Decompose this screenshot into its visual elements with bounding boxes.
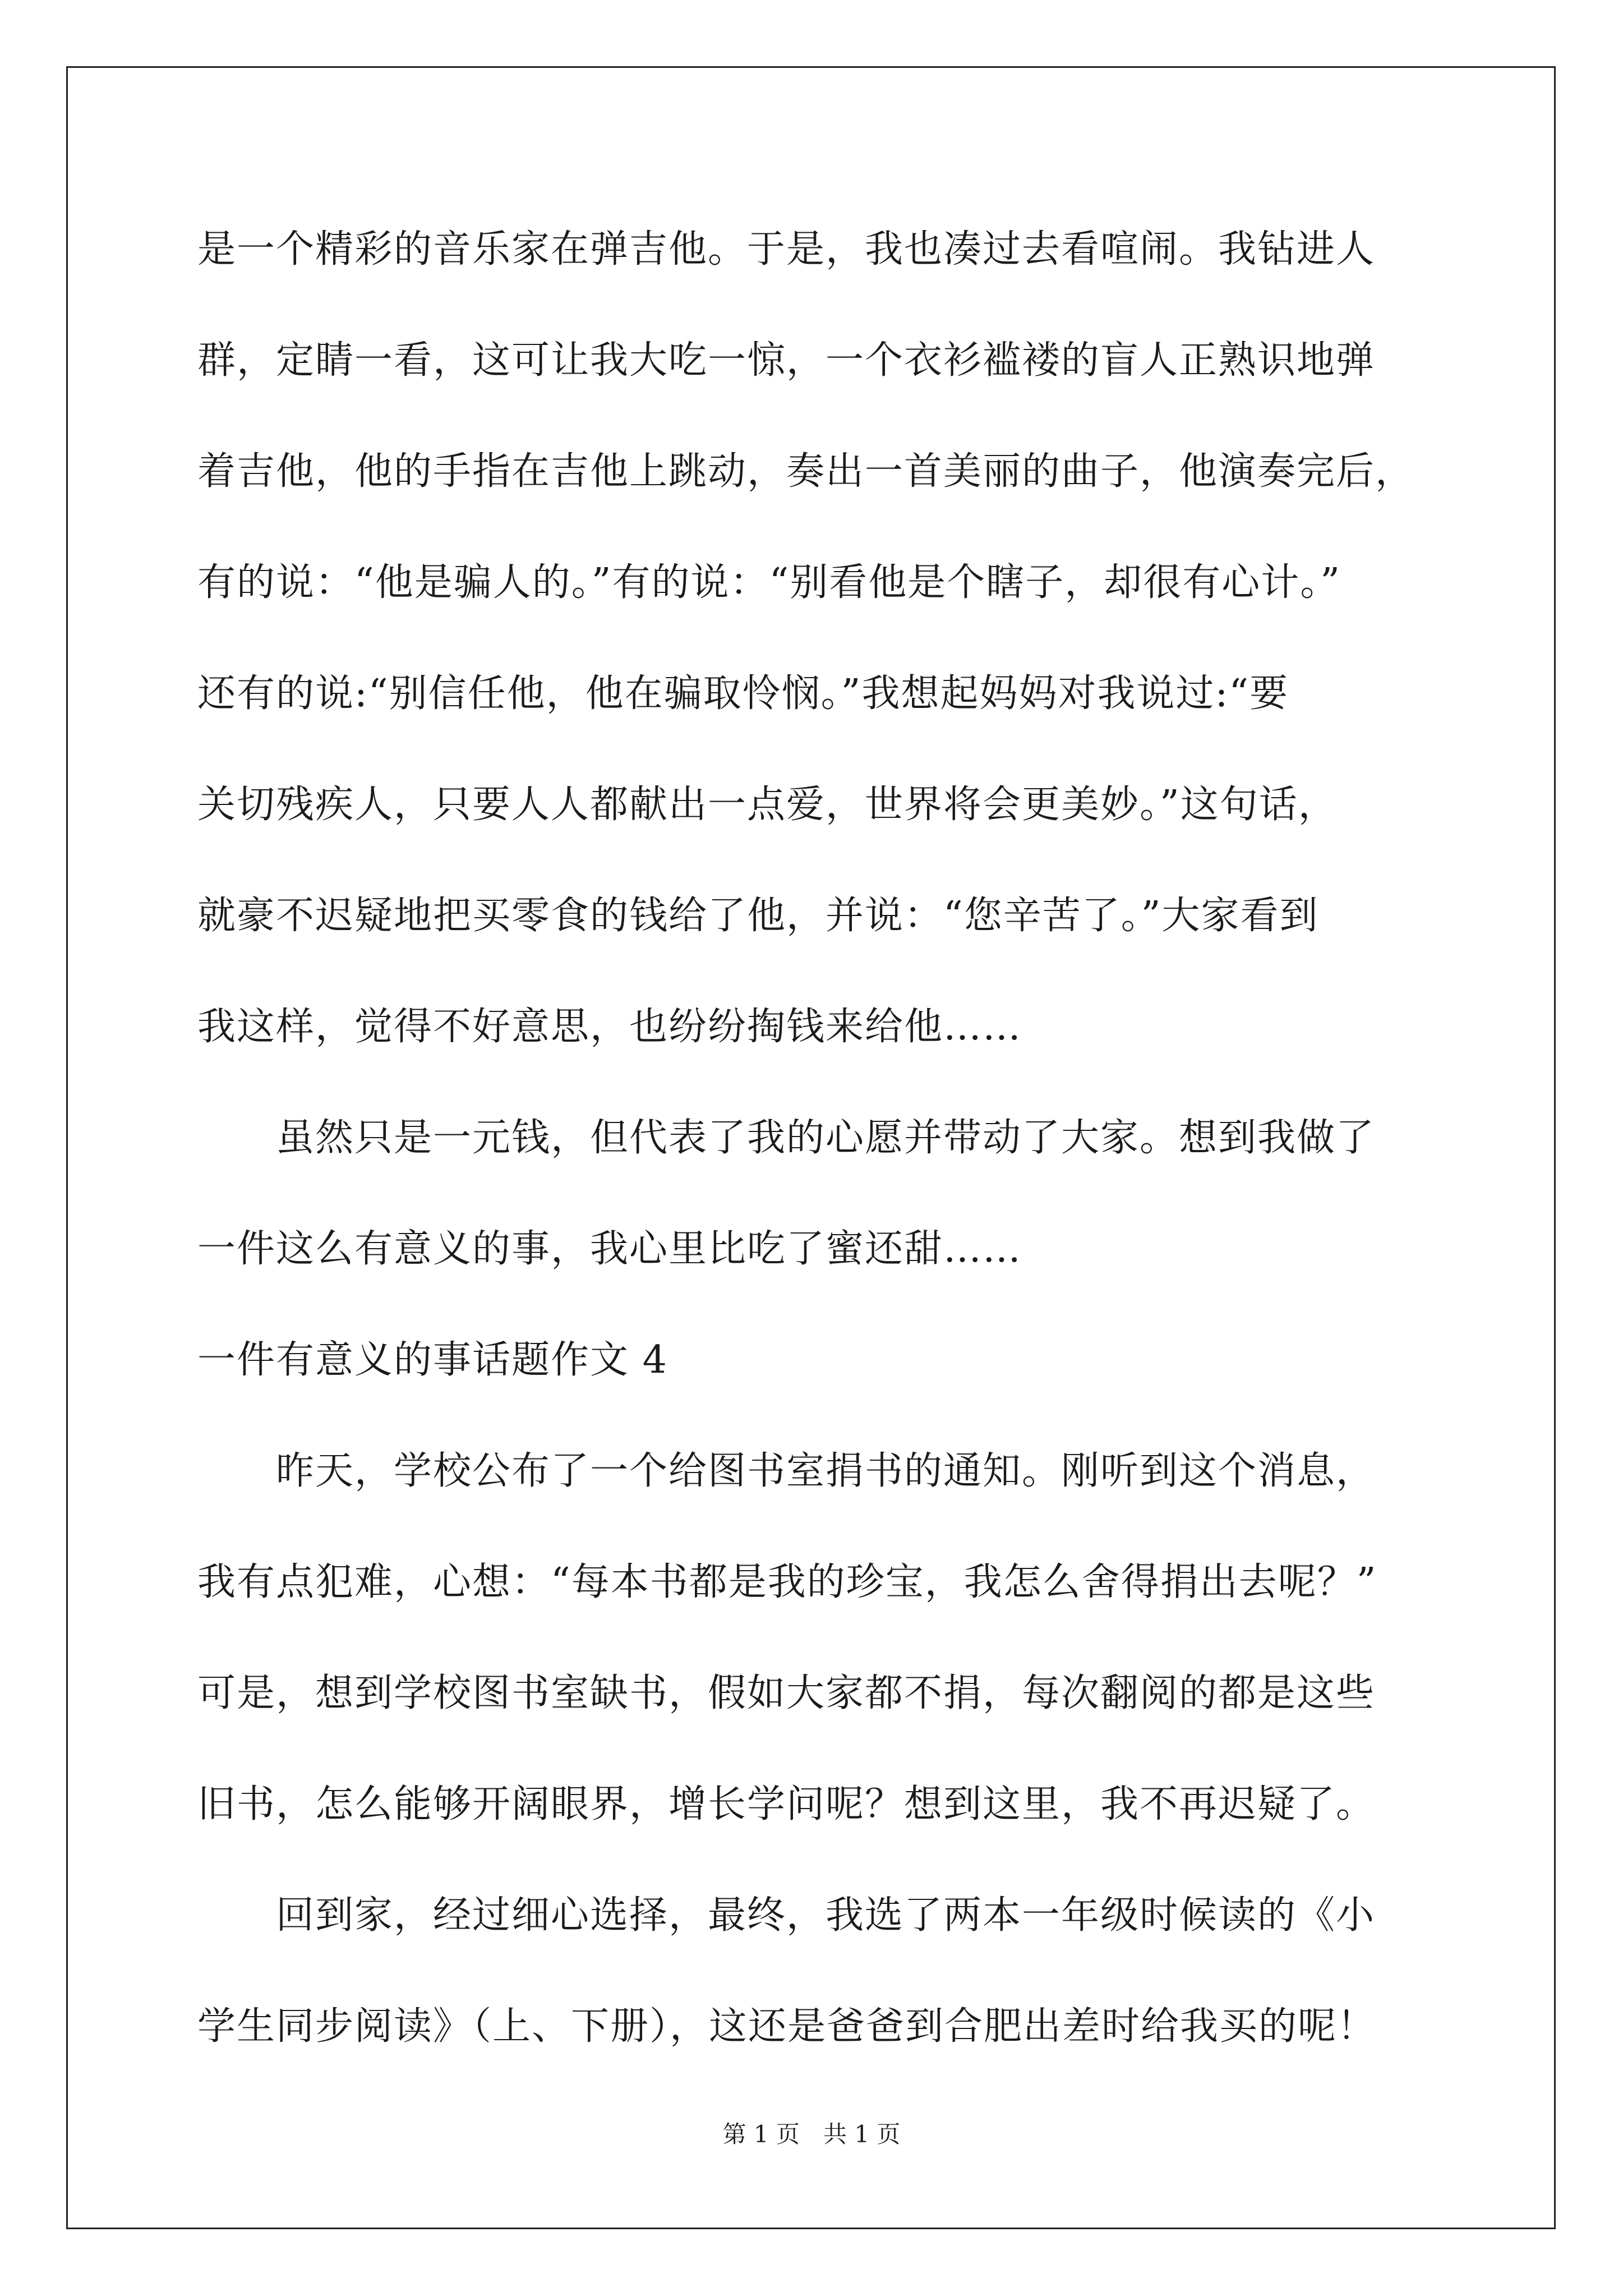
section-heading: 一件有意义的事话题作文 4 (197, 1338, 668, 1382)
text-line: 关切残疾人，只要人人都献出一点爱，世界将会更美妙。”这句话， (197, 783, 1338, 827)
page-number: 第 1 页 共 1 页 (722, 2120, 901, 2148)
paragraph-first-line: 昨天，学校公布了一个给图书室捐书的通知。刚听到这个消息， (197, 1449, 1376, 1493)
text-line: 旧书，怎么能够开阔眼界，增长学问呢？想到这里，我不再迟疑了。 (197, 1782, 1376, 1826)
text-line: 我这样，觉得不好意思，也纷纷掏钱来给他…… (197, 1005, 1022, 1049)
text-line: 就豪不迟疑地把买零食的钱给了他，并说：“您辛苦了。”大家看到 (197, 894, 1319, 938)
text-line: 还有的说:“别信任他，他在骗取怜悯。”我想起妈妈对我说过:“要 (197, 671, 1289, 716)
paragraph-first-line: 虽然只是一元钱，但代表了我的心愿并带动了大家。想到我做了 (197, 1116, 1376, 1160)
text-line: 学生同步阅读》（上、下册），这还是爸爸到合肥出差时给我买的呢！ (197, 2004, 1377, 2049)
text-line: 群，定睛一看，这可让我大吃一惊，一个衣衫褴褛的盲人正熟识地弹 (197, 338, 1376, 383)
text-line: 着吉他，他的手指在吉他上跳动，奏出一首美丽的曲子，他演奏完后， (197, 449, 1415, 494)
text-line: 可是，想到学校图书室缺书，假如大家都不捐，每次翻阅的都是这些 (197, 1671, 1376, 1715)
paragraph-first-line: 回到家，经过细心选择，最终，我选了两本一年级时候读的《小 (197, 1893, 1376, 1938)
text-line: 一件这么有意义的事，我心里比吃了蜜还甜…… (197, 1227, 1022, 1271)
text-line: 我有点犯难，心想：“每本书都是我的珍宝，我怎么舍得捐出去呢？” (197, 1560, 1377, 1604)
text-line: 有的说：“他是骗人的。”有的说：“别看他是个瞎子，却很有心计。” (197, 560, 1341, 605)
text-line: 是一个精彩的音乐家在弹吉他。于是，我也凑过去看喧闹。我钻进人 (197, 227, 1376, 272)
